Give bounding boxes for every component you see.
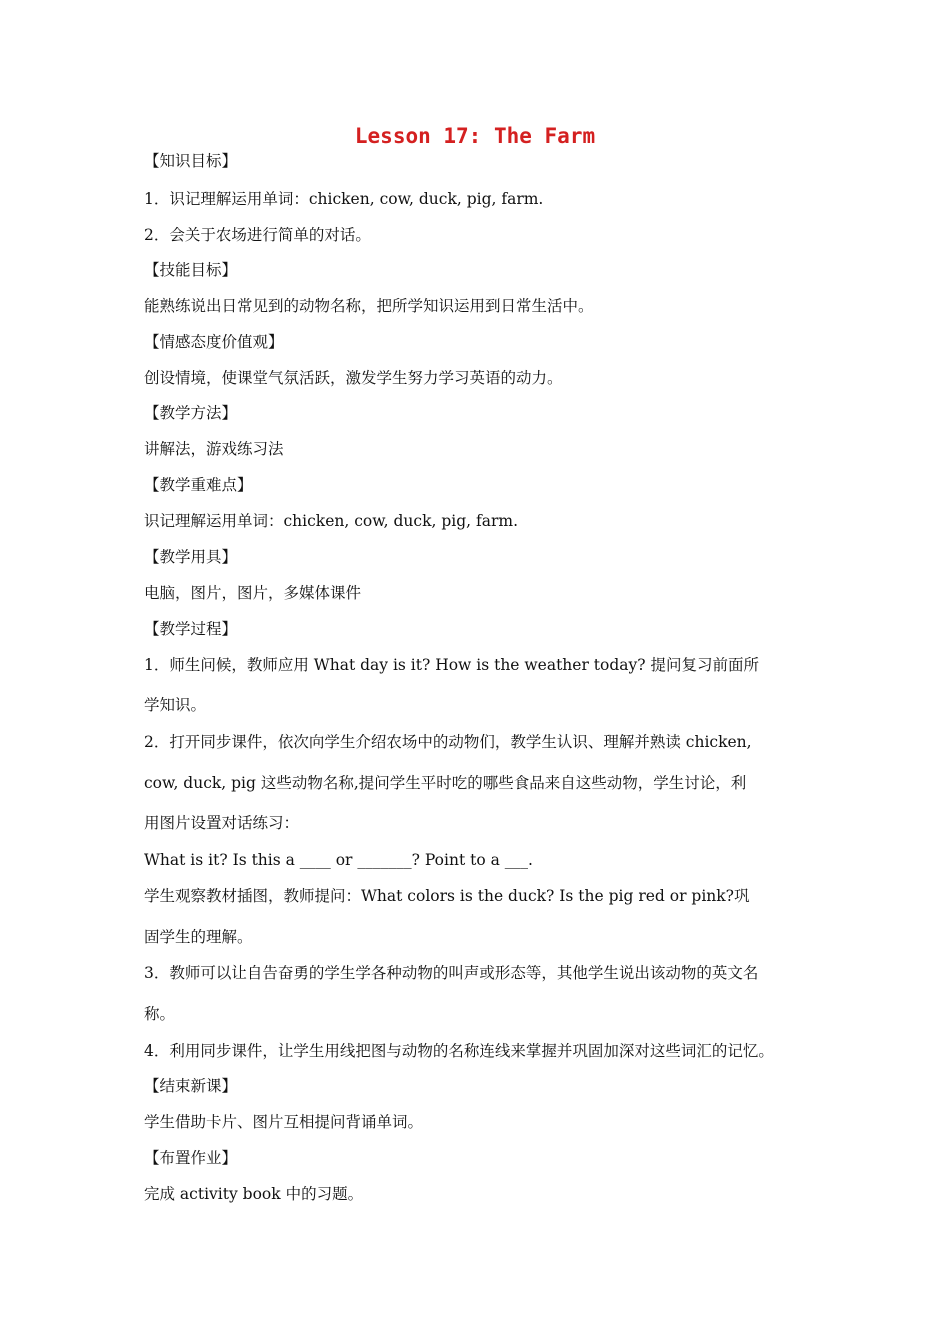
paragraph-line: 学生观察教材插图，教师提问：What colors is the duck? Is the pig red or pink?巩 [144, 887, 750, 905]
paragraph-line: 4．利用同步课件，让学生用线把图与动物的名称连线来掌握并巩固加深对这些词汇的记忆。 [144, 1042, 774, 1060]
paragraph-line: 讲解法，游戏练习法 [144, 440, 284, 458]
paragraph-line: 电脑，图片，图片，多媒体课件 [144, 584, 362, 602]
section-heading-teaching-methods: 【教学方法】 [144, 404, 238, 422]
paragraph-line: 2．打开同步课件，依次向学生介绍农场中的动物们，教学生认识、理解并熟读 chicken, [144, 733, 752, 751]
section-heading-teaching-aids: 【教学用具】 [144, 548, 238, 566]
paragraph-line: 学知识。 [144, 696, 207, 714]
paragraph-line: 学生借助卡片、图片互相提问背诵单词。 [144, 1113, 424, 1131]
paragraph-line: 能熟练说出日常见到的动物名称，把所学知识运用到日常生活中。 [144, 297, 594, 315]
paragraph-line: 1．识记理解运用单词：chicken, cow, duck, pig, farm. [144, 190, 544, 208]
section-heading-skill-goals: 【技能目标】 [144, 261, 238, 279]
paragraph-line: 完成 activity book 中的习题。 [144, 1185, 364, 1203]
paragraph-line: 2．会关于农场进行简单的对话。 [144, 226, 371, 244]
section-heading-key-points: 【教学重难点】 [144, 476, 253, 494]
paragraph-line: 1．师生问候，教师应用 What day is it? How is the weather today? 提问复习前面所 [144, 656, 760, 674]
document-title: Lesson 17: The Farm [354, 124, 596, 148]
paragraph-line: 用图片设置对话练习： [144, 814, 300, 832]
section-heading-teaching-process: 【教学过程】 [144, 620, 238, 638]
paragraph-line: 创设情境，使课堂气氛活跃，激发学生努力学习英语的动力。 [144, 369, 563, 387]
paragraph-line: 固学生的理解。 [144, 928, 253, 946]
section-heading-attitude-values: 【情感态度价值观】 [144, 333, 284, 351]
section-heading-homework: 【布置作业】 [144, 1149, 238, 1167]
section-heading-closing: 【结束新课】 [144, 1077, 238, 1095]
paragraph-line: 称。 [144, 1005, 176, 1023]
paragraph-line: 识记理解运用单词：chicken, cow, duck, pig, farm. [144, 512, 518, 530]
paragraph-line: 3．教师可以让自告奋勇的学生学各种动物的叫声或形态等，其他学生说出该动物的英文名 [144, 964, 759, 982]
paragraph-line: What is it? Is this a ____ or _______? Point to a ___. [144, 851, 533, 869]
paragraph-line: cow, duck, pig 这些动物名称,提问学生平时吃的哪些食品来自这些动物，学生讨论，利 [144, 774, 747, 792]
section-heading-knowledge-goals: 【知识目标】 [144, 152, 238, 170]
